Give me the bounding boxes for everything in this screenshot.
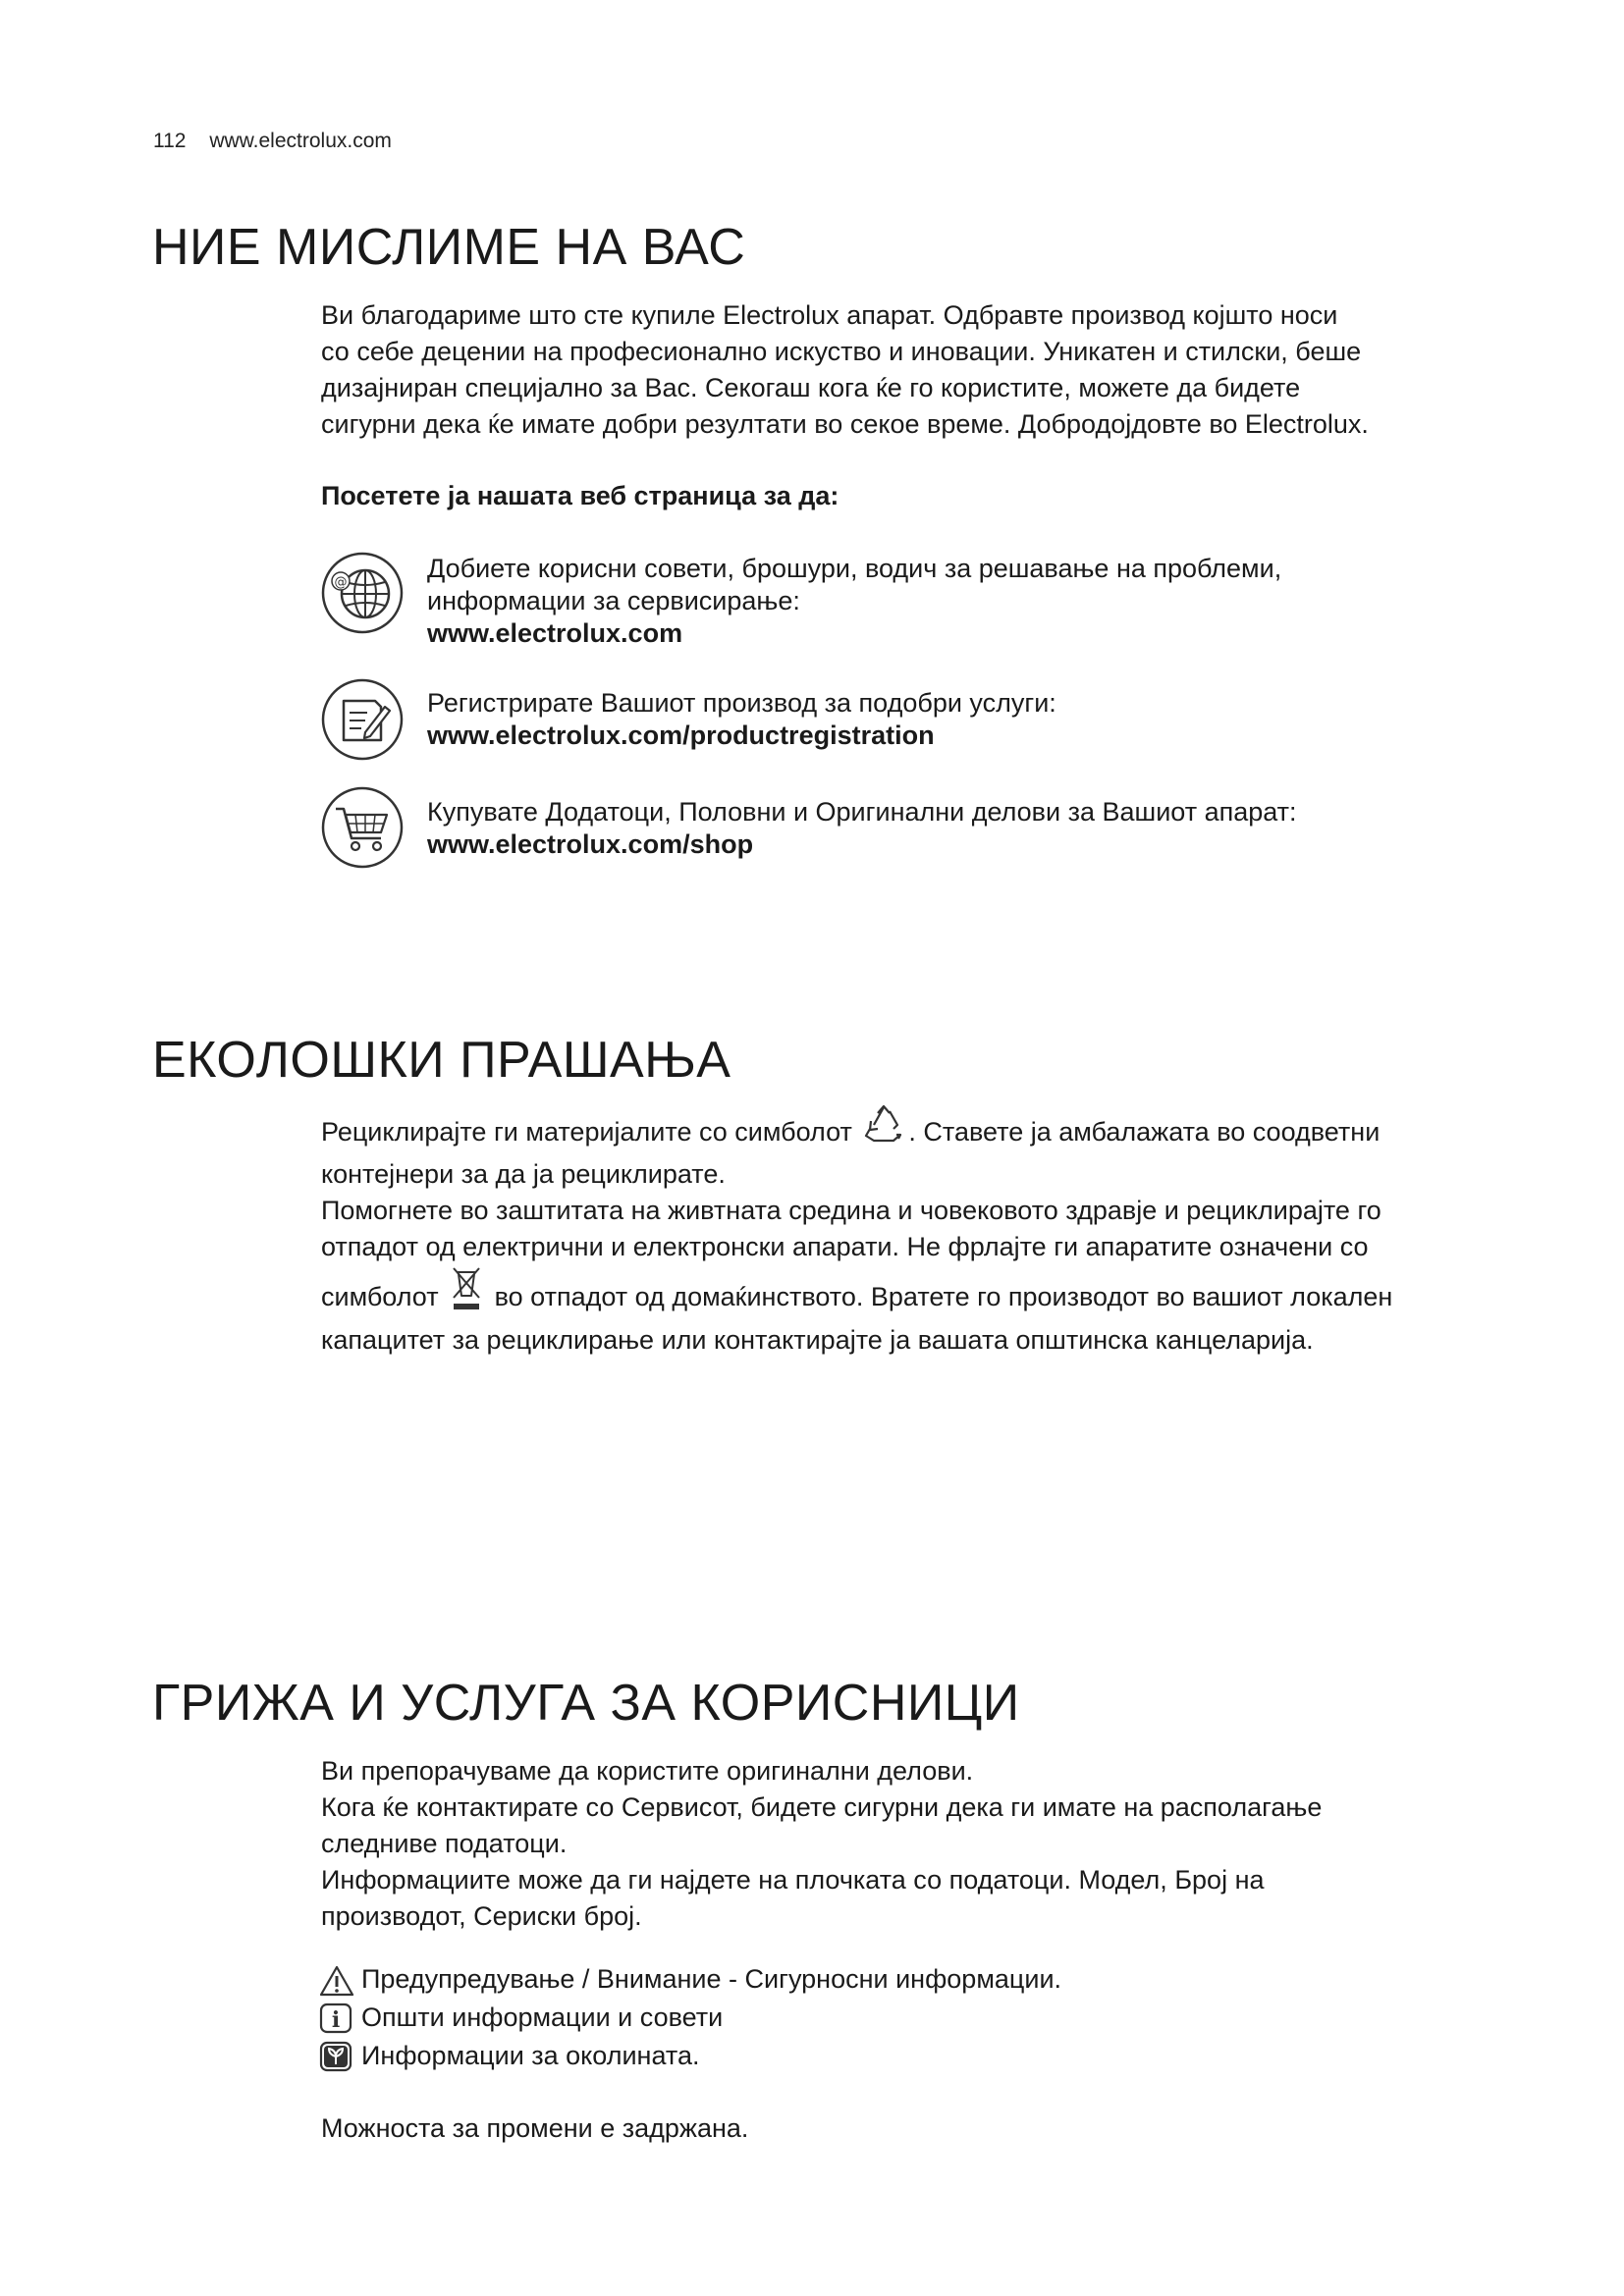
item-register — [427, 687, 1056, 752]
customer-care-paragraph — [321, 1753, 1322, 1935]
care-line: Ви препорачуваме да користите оригинални делови. — [321, 1756, 974, 1786]
item-line: Купувате Додатоци, Половни и Оригинални делови за Вашиот апарат: — [427, 797, 1297, 827]
page-header — [153, 130, 392, 153]
visit-heading: Посетете ја нашата веб страница за да: — [321, 481, 839, 510]
shopping-cart-icon — [320, 785, 405, 870]
legend-text: Предупредување / Внимание - Сигурносни информации. — [361, 1964, 1062, 1994]
item-line: Добиете корисни совети, брошури, водич за решавање на проблеми, — [427, 554, 1282, 583]
care-line: Информациите може да ги најдете на плочката со податоци. Модел, Број на — [321, 1865, 1265, 1895]
recycle-icon — [861, 1103, 906, 1148]
env-text: Рециклирајте ги материјалите со симболот — [321, 1117, 852, 1148]
env-line-1 — [321, 1111, 1392, 1156]
warning-icon — [318, 1964, 355, 1998]
link-electrolux[interactable]: www.electrolux.com — [427, 618, 683, 648]
item-line: Регистрирате Вашиот производ за подобри услуги: — [427, 688, 1056, 718]
environment-icon — [318, 2041, 355, 2074]
env-line-5 — [321, 1275, 1392, 1322]
intro-line: сигурни дека ќе имате добри резултати во секое време. Добродојдовте во Electrolux. — [321, 409, 1369, 439]
page-number: 112 — [153, 130, 187, 152]
legend-warning — [318, 1962, 1061, 1998]
link-product-registration[interactable]: www.electrolux.com/productregistration — [427, 721, 935, 750]
env-line: контејнери за да ја рециклирате. — [321, 1159, 726, 1189]
care-line: Кога ќе контактирате со Сервисот, бидете сигурни дека ги имате на располагање — [321, 1792, 1323, 1822]
link-shop[interactable]: www.electrolux.com/shop — [427, 829, 754, 859]
header-url[interactable]: www.electrolux.com — [209, 130, 392, 152]
globe-at-icon — [320, 551, 405, 635]
item-line: информации за сервисирање: — [427, 586, 800, 615]
section-title-customer-care: ГРИЖА И УСЛУГА ЗА КОРИСНИЦИ — [152, 1675, 1020, 1732]
legend-text: Општи информации и совети — [361, 2002, 724, 2032]
crossed-bin-icon — [448, 1265, 485, 1312]
svg-text:i: i — [331, 2006, 341, 2033]
item-shop — [427, 796, 1297, 861]
intro-paragraph — [321, 297, 1369, 443]
env-line: отпадот од електрични и електронски апарати. Не фрлајте ги апаратите означени со — [321, 1232, 1369, 1261]
item-get-tips — [427, 553, 1281, 650]
footer-note: Можноста за промени е задржана. — [321, 2113, 749, 2143]
svg-text:@: @ — [334, 575, 348, 590]
info-icon — [318, 2002, 355, 2036]
intro-line: Ви благодариме што сте купиле Electrolux апарат. Одбравте производ којшто носи — [321, 300, 1338, 330]
env-text: во отпадот од домаќинството. Вратете го производот во вашиот локален — [494, 1282, 1393, 1312]
env-line: капацитет за рециклирање или контактирајте ја вашата општинска канцеларија. — [321, 1325, 1314, 1355]
care-line: производот, Сериски број. — [321, 1901, 642, 1931]
section-title-environment: ЕКОЛОШКИ ПРАШАЊА — [152, 1032, 731, 1089]
legend-text: Информации за околината. — [361, 2041, 700, 2070]
intro-line: дизајниран специјално за Вас. Секогаш кога ќе го користите, можете да бидете — [321, 373, 1301, 402]
legend-info — [318, 2001, 723, 2036]
env-text: симболот — [321, 1282, 439, 1312]
legend-environment — [318, 2039, 699, 2074]
care-line: следниве податоци. — [321, 1829, 568, 1858]
env-text: . Ставете ја амбалажата во соодветни — [908, 1117, 1380, 1148]
intro-line: со себе децении на професионално искуство и иновации. Уникатен и стилски, беше — [321, 337, 1362, 366]
register-document-icon — [320, 677, 405, 762]
env-line: Помогнете во заштитата на живтната средина и човековото здравје и рециклирајте го — [321, 1196, 1381, 1225]
environment-paragraph — [321, 1111, 1392, 1359]
section-title-we-think-of-you: НИЕ МИСЛИМЕ НА ВАС — [152, 219, 746, 276]
